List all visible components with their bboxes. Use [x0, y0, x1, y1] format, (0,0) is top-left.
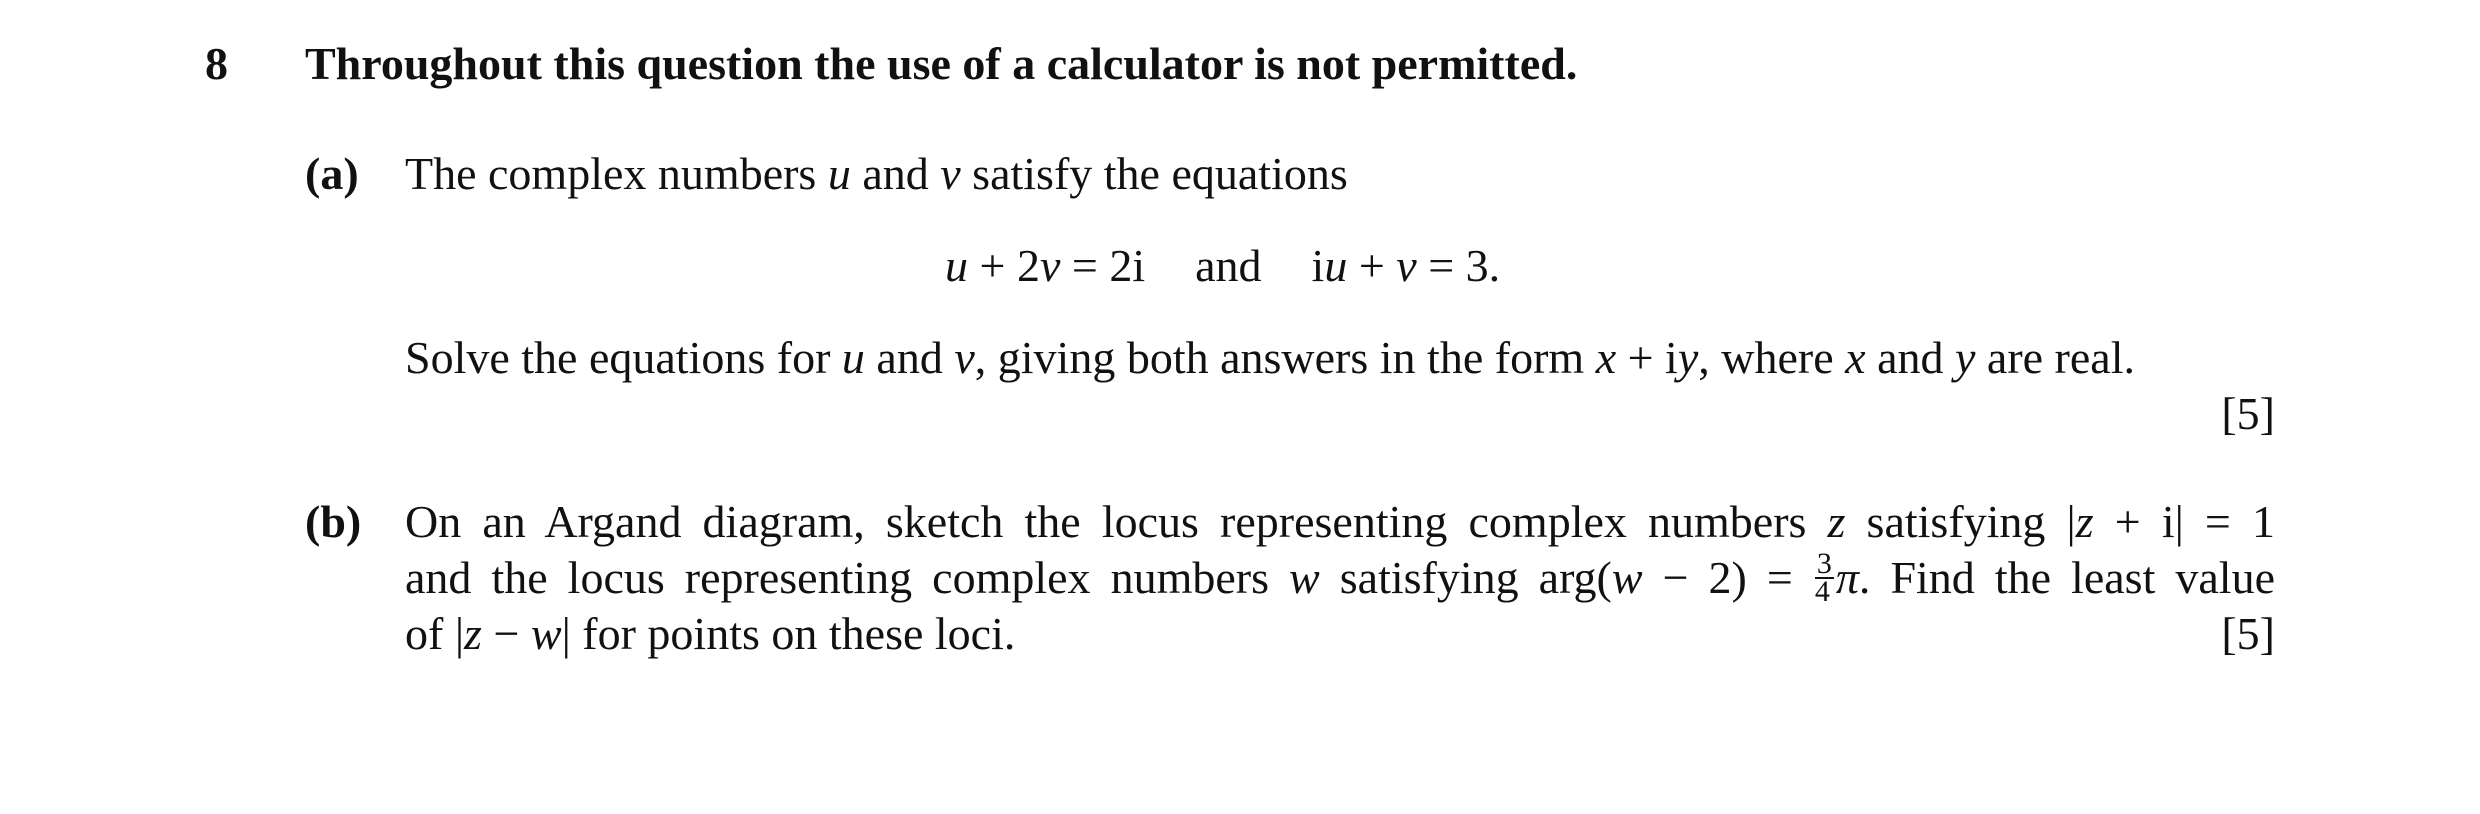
- fraction-three-quarters: $\frac{3}{4}$: [1814, 547, 1832, 609]
- part-a-marks: [5]: [2221, 388, 2275, 439]
- part-a-label: (a): [305, 148, 359, 199]
- question-number: 8: [205, 38, 228, 89]
- part-b-label: (b): [305, 496, 362, 547]
- part-b-marks: [5]: [2221, 608, 2275, 659]
- part-b-line-1: On an Argand diagram, sketch the locus representing complex numbers z satisfying |z + i| = 1: [405, 496, 2275, 547]
- part-a-intro: The complex numbers u and v satisfy the equations: [405, 148, 1348, 199]
- question-heading: Throughout this question the use of a calculator is not permitted.: [305, 38, 1578, 89]
- part-a-instruction: Solve the equations for u and v, giving both answers in the form x + iy, where x and y are real.: [405, 332, 2135, 383]
- part-b-line-3: of |z − w| for points on these loci.: [405, 608, 1016, 659]
- part-a-equations: u + 2v = 2i and iu + v = 3.: [945, 240, 1501, 291]
- part-b-line-2: and the locus representing complex numbers w satisfying arg(w − 2) = $\frac{3}{4}$ π. Find the least value: [405, 547, 2275, 609]
